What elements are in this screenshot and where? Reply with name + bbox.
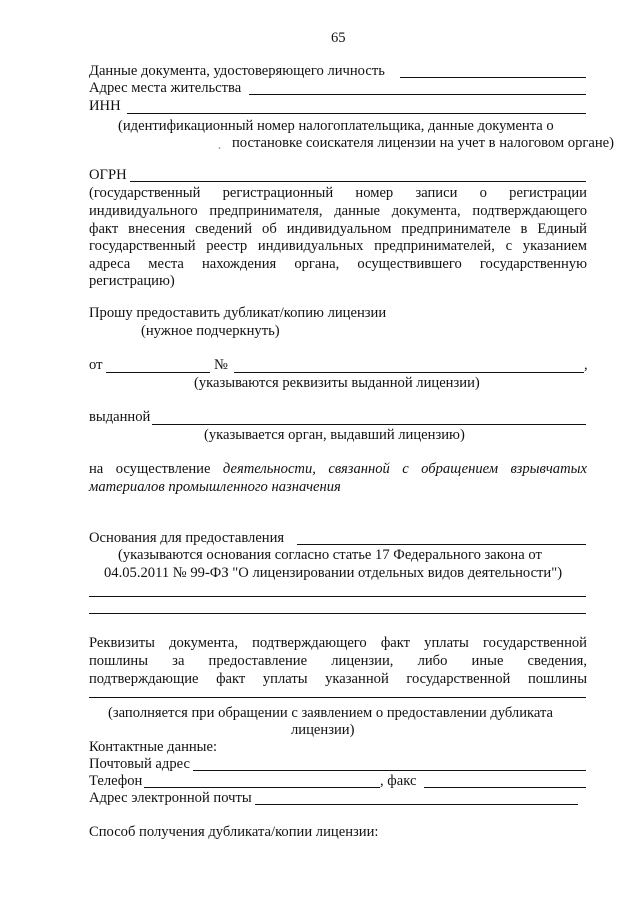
payment-field[interactable] xyxy=(89,697,586,698)
fax-label: , факс xyxy=(380,773,417,789)
issued-label: выданной xyxy=(89,409,151,425)
license-details-note: (указываются реквизиты выданной лицензии) xyxy=(194,375,480,391)
ogrn-note-line-4: государственный реестр индивидуальных предпринимателей, с указанием xyxy=(89,238,587,254)
phone-field[interactable] xyxy=(144,787,380,788)
issuer-note: (указывается орган, выдавший лицензию) xyxy=(204,427,465,443)
email-label: Адрес электронной почты xyxy=(89,790,252,806)
activity-italic-1: деятельности, связанной с обращением взрывчатых xyxy=(222,461,587,477)
activity-prefix: на осуществление xyxy=(89,461,211,477)
phone-label: Телефон xyxy=(89,773,143,789)
payment-note-line-1: (заполняется при обращении с заявлением о предоставлении дубликата xyxy=(108,705,554,721)
ogrn-note-line-5: адреса места нахождения органа, осуществившего государственную xyxy=(89,256,587,272)
identity-doc-field[interactable] xyxy=(400,77,586,78)
method-label: Способ получения дубликата/копии лицензии: xyxy=(89,824,379,840)
license-date-field[interactable] xyxy=(106,372,210,373)
inn-note-line-2: постановке соискателя лицензии на учет в налоговом органе) xyxy=(232,135,615,151)
ogrn-field[interactable] xyxy=(130,181,586,182)
inn-label: ИНН xyxy=(89,98,121,114)
license-number-field[interactable] xyxy=(234,372,584,373)
activity-line-2: материалов промышленного назначения xyxy=(89,479,341,495)
issuer-field[interactable] xyxy=(152,424,586,425)
ogrn-note-line-6: регистрацию) xyxy=(89,273,175,289)
grounds-extra-line-2[interactable] xyxy=(89,613,586,614)
inn-field[interactable] xyxy=(127,113,586,114)
postal-label: Почтовый адрес xyxy=(89,756,190,772)
grounds-field[interactable] xyxy=(297,544,586,545)
address-field[interactable] xyxy=(249,94,586,95)
from-label: от xyxy=(89,357,103,373)
number-sign: № xyxy=(214,357,228,373)
payment-line-1: Реквизиты документа, подтверждающего факт уплаты государственной xyxy=(89,635,587,651)
ogrn-note-line-1: (государственный регистрационный номер записи о регистрации xyxy=(89,185,587,201)
request-line: Прошу предоставить дубликат/копию лицензии xyxy=(89,305,387,321)
contacts-title: Контактные данные: xyxy=(89,739,218,755)
identity-doc-label: Данные документа, удостоверяющего личность xyxy=(89,63,385,79)
address-label: Адрес места жительства xyxy=(89,80,242,96)
page-number: 65 xyxy=(331,30,346,46)
postal-field[interactable] xyxy=(193,770,586,771)
grounds-label: Основания для предоставления xyxy=(89,530,285,546)
fax-field[interactable] xyxy=(424,787,586,788)
request-note: (нужное подчеркнуть) xyxy=(141,323,280,339)
grounds-note-line-1: (указываются основания согласно статье 17 Федерального закона от xyxy=(118,547,542,563)
ogrn-label: ОГРН xyxy=(89,167,127,183)
number-comma: , xyxy=(584,357,588,373)
ogrn-note-line-2: индивидуального предпринимателя, данные документа, подтверждающего xyxy=(89,203,587,219)
print-speck-icon: ˎ xyxy=(218,139,221,149)
grounds-extra-line-1[interactable] xyxy=(89,596,586,597)
activity-line-1 xyxy=(89,460,587,478)
email-field[interactable] xyxy=(255,804,578,805)
grounds-note-line-2: 04.05.2011 № 99-ФЗ "О лицензировании отдельных видов деятельности") xyxy=(104,565,563,581)
payment-line-2: пошлины за предоставление лицензии, либо иные сведения, xyxy=(89,653,587,669)
payment-line-3: подтверждающие факт уплаты указанной государственной пошлины xyxy=(89,671,587,687)
ogrn-note-line-3: факт внесения сведений об индивидуальном предпринимателе в Единый xyxy=(89,221,587,237)
payment-note-line-2: лицензии) xyxy=(291,722,355,738)
inn-note-line-1: (идентификационный номер налогоплательщика, данные документа о xyxy=(118,118,554,134)
